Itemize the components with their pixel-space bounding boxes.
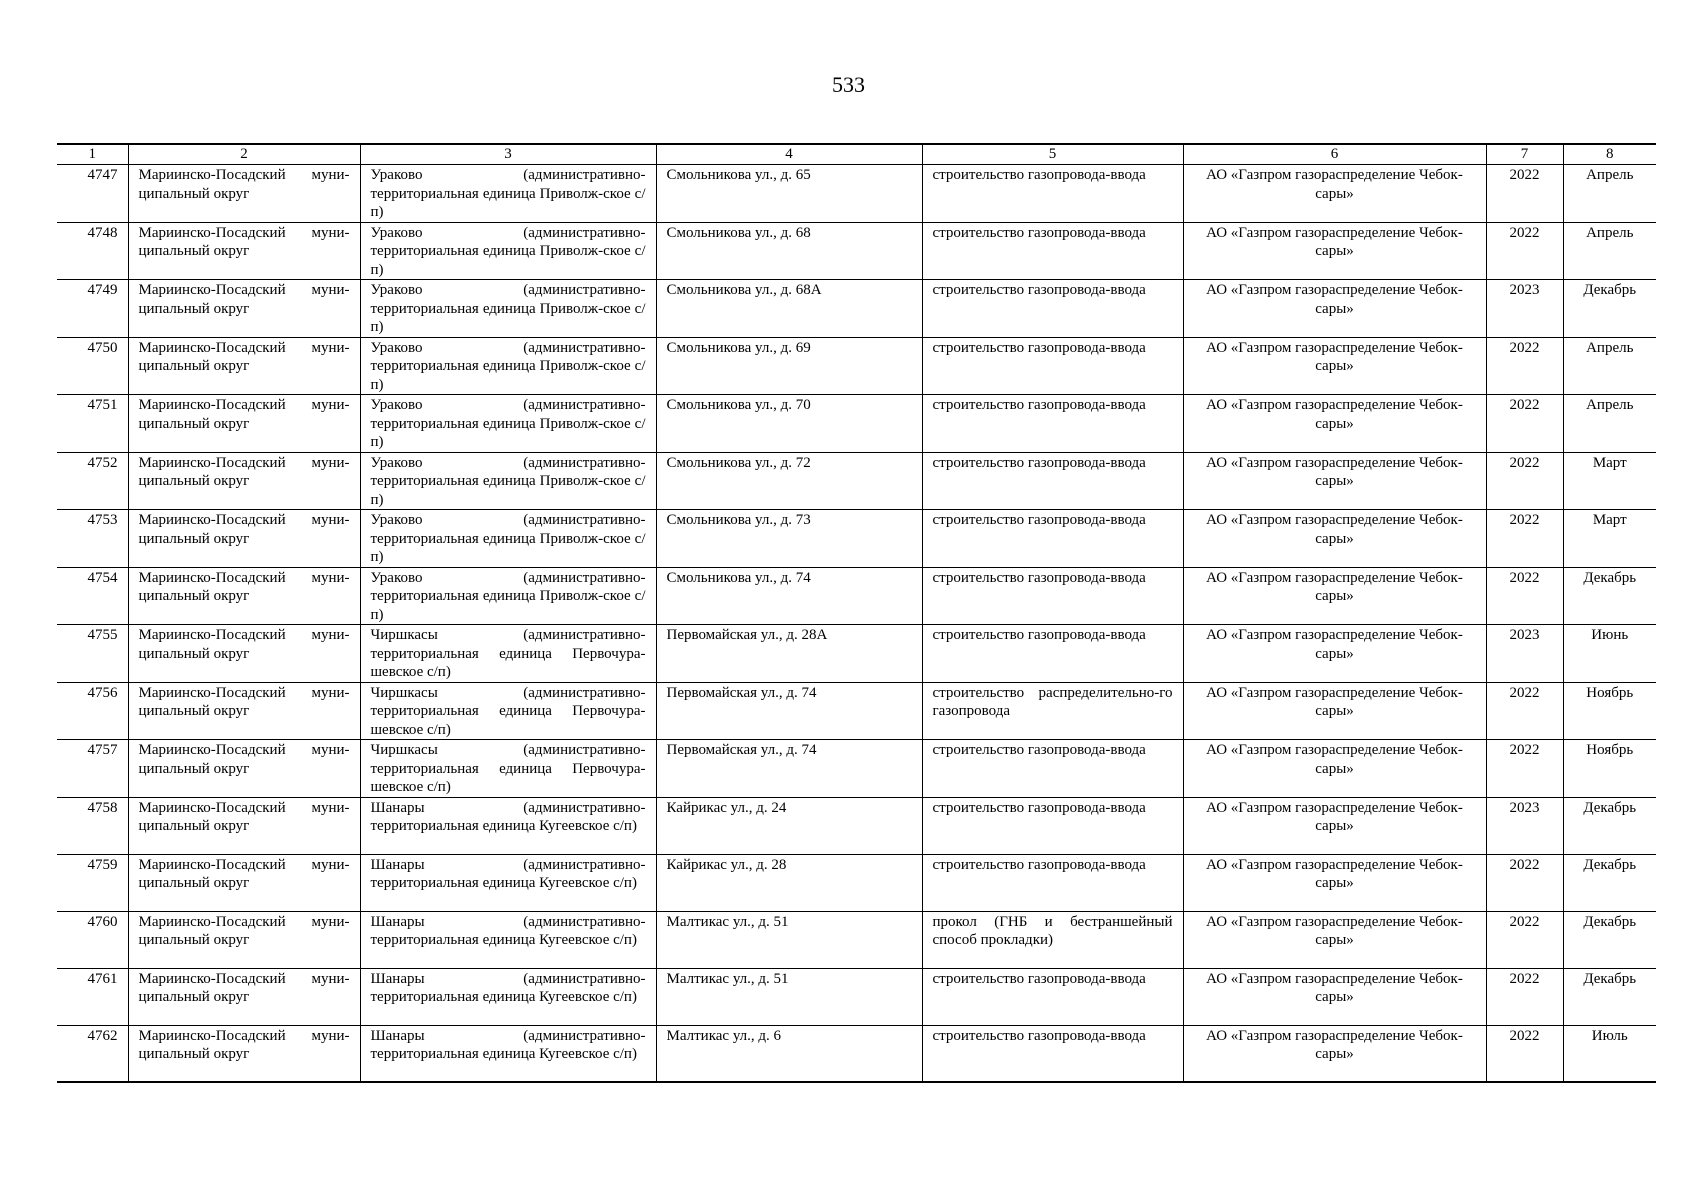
work-type-cell: строительство газопровода-ввода	[922, 625, 1183, 683]
organization-cell: АО «Газпром газораспределение Чебок-сары»	[1183, 567, 1486, 625]
month-cell: Июль	[1563, 1025, 1656, 1082]
year-cell: 2022	[1486, 165, 1563, 223]
organization-cell: АО «Газпром газораспределение Чебок-сары»	[1183, 165, 1486, 223]
column-header-3: 3	[360, 144, 656, 165]
district-cell: Мариинско-Посадский муни-ципальный округ	[128, 682, 360, 740]
address-cell: Смольникова ул., д. 74	[656, 567, 922, 625]
table-row	[57, 1025, 1656, 1082]
table-row	[57, 567, 1656, 625]
address-cell: Малтикас ул., д. 51	[656, 968, 922, 1025]
work-type-cell: строительство газопровода-ввода	[922, 280, 1183, 338]
address-cell: Смольникова ул., д. 70	[656, 395, 922, 453]
settlement-cell: Ураково (административно-территориальная единица Приволж-ское с/п)	[360, 337, 656, 395]
district-cell: Мариинско-Посадский муни-ципальный округ	[128, 510, 360, 568]
district-cell: Мариинско-Посадский муни-ципальный округ	[128, 337, 360, 395]
organization-cell: АО «Газпром газораспределение Чебок-сары»	[1183, 854, 1486, 911]
row-number: 4756	[57, 682, 128, 740]
work-type-cell: строительство газопровода-ввода	[922, 567, 1183, 625]
organization-cell: АО «Газпром газораспределение Чебок-сары»	[1183, 625, 1486, 683]
work-type-cell: строительство газопровода-ввода	[922, 1025, 1183, 1082]
row-number: 4751	[57, 395, 128, 453]
year-cell: 2022	[1486, 740, 1563, 798]
work-type-cell: строительство газопровода-ввода	[922, 222, 1183, 280]
settlement-cell: Чиршкасы (административно-территориальная единица Первочура-шевское с/п)	[360, 625, 656, 683]
table-row	[57, 797, 1656, 854]
month-cell: Апрель	[1563, 337, 1656, 395]
work-type-cell: строительство газопровода-ввода	[922, 510, 1183, 568]
address-cell: Смольникова ул., д. 68А	[656, 280, 922, 338]
month-cell: Декабрь	[1563, 911, 1656, 968]
settlement-cell: Шанары (административно-территориальная единица Кугеевское с/п)	[360, 968, 656, 1025]
work-type-cell: строительство газопровода-ввода	[922, 395, 1183, 453]
year-cell: 2022	[1486, 682, 1563, 740]
district-cell: Мариинско-Посадский муни-ципальный округ	[128, 1025, 360, 1082]
table-row	[57, 280, 1656, 338]
column-header-4: 4	[656, 144, 922, 165]
table-row	[57, 625, 1656, 683]
work-type-cell: строительство газопровода-ввода	[922, 797, 1183, 854]
year-cell: 2022	[1486, 567, 1563, 625]
row-number: 4752	[57, 452, 128, 510]
month-cell: Ноябрь	[1563, 740, 1656, 798]
year-cell: 2022	[1486, 337, 1563, 395]
organization-cell: АО «Газпром газораспределение Чебок-сары»	[1183, 452, 1486, 510]
address-cell: Смольникова ул., д. 72	[656, 452, 922, 510]
column-header-5: 5	[922, 144, 1183, 165]
settlement-cell: Ураково (административно-территориальная единица Приволж-ское с/п)	[360, 452, 656, 510]
organization-cell: АО «Газпром газораспределение Чебок-сары»	[1183, 968, 1486, 1025]
year-cell: 2022	[1486, 968, 1563, 1025]
row-number: 4758	[57, 797, 128, 854]
work-type-cell: строительство газопровода-ввода	[922, 854, 1183, 911]
row-number: 4748	[57, 222, 128, 280]
district-cell: Мариинско-Посадский муни-ципальный округ	[128, 740, 360, 798]
page-number: 533	[832, 72, 865, 97]
column-number-row	[57, 144, 1656, 165]
settlement-cell: Шанары (административно-территориальная единица Кугеевское с/п)	[360, 854, 656, 911]
settlement-cell: Шанары (административно-территориальная единица Кугеевское с/п)	[360, 797, 656, 854]
district-cell: Мариинско-Посадский муни-ципальный округ	[128, 854, 360, 911]
settlement-cell: Чиршкасы (административно-территориальная единица Первочура-шевское с/п)	[360, 740, 656, 798]
table-row	[57, 682, 1656, 740]
row-number: 4759	[57, 854, 128, 911]
month-cell: Апрель	[1563, 165, 1656, 223]
district-cell: Мариинско-Посадский муни-ципальный округ	[128, 395, 360, 453]
organization-cell: АО «Газпром газораспределение Чебок-сары»	[1183, 337, 1486, 395]
address-cell: Смольникова ул., д. 73	[656, 510, 922, 568]
month-cell: Декабрь	[1563, 968, 1656, 1025]
settlement-cell: Шанары (административно-территориальная единица Кугеевское с/п)	[360, 1025, 656, 1082]
district-cell: Мариинско-Посадский муни-ципальный округ	[128, 222, 360, 280]
column-header-8: 8	[1563, 144, 1656, 165]
table-row	[57, 452, 1656, 510]
organization-cell: АО «Газпром газораспределение Чебок-сары»	[1183, 1025, 1486, 1082]
year-cell: 2022	[1486, 222, 1563, 280]
month-cell: Декабрь	[1563, 280, 1656, 338]
row-number: 4750	[57, 337, 128, 395]
organization-cell: АО «Газпром газораспределение Чебок-сары»	[1183, 911, 1486, 968]
row-number: 4762	[57, 1025, 128, 1082]
gasification-schedule-table	[57, 143, 1656, 1083]
column-header-2: 2	[128, 144, 360, 165]
district-cell: Мариинско-Посадский муни-ципальный округ	[128, 165, 360, 223]
table-row	[57, 740, 1656, 798]
district-cell: Мариинско-Посадский муни-ципальный округ	[128, 452, 360, 510]
table-row	[57, 395, 1656, 453]
month-cell: Март	[1563, 510, 1656, 568]
organization-cell: АО «Газпром газораспределение Чебок-сары»	[1183, 797, 1486, 854]
work-type-cell: строительство газопровода-ввода	[922, 165, 1183, 223]
work-type-cell: строительство газопровода-ввода	[922, 452, 1183, 510]
organization-cell: АО «Газпром газораспределение Чебок-сары»	[1183, 682, 1486, 740]
district-cell: Мариинско-Посадский муни-ципальный округ	[128, 567, 360, 625]
row-number: 4754	[57, 567, 128, 625]
district-cell: Мариинско-Посадский муни-ципальный округ	[128, 625, 360, 683]
column-header-1: 1	[57, 144, 128, 165]
settlement-cell: Ураково (административно-территориальная единица Приволж-ское с/п)	[360, 510, 656, 568]
work-type-cell: строительство газопровода-ввода	[922, 337, 1183, 395]
organization-cell: АО «Газпром газораспределение Чебок-сары»	[1183, 280, 1486, 338]
address-cell: Смольникова ул., д. 69	[656, 337, 922, 395]
settlement-cell: Ураково (административно-территориальная единица Приволж-ское с/п)	[360, 280, 656, 338]
address-cell: Смольникова ул., д. 68	[656, 222, 922, 280]
year-cell: 2023	[1486, 797, 1563, 854]
year-cell: 2022	[1486, 510, 1563, 568]
month-cell: Ноябрь	[1563, 682, 1656, 740]
district-cell: Мариинско-Посадский муни-ципальный округ	[128, 797, 360, 854]
month-cell: Декабрь	[1563, 797, 1656, 854]
address-cell: Малтикас ул., д. 51	[656, 911, 922, 968]
address-cell: Смольникова ул., д. 65	[656, 165, 922, 223]
district-cell: Мариинско-Посадский муни-ципальный округ	[128, 280, 360, 338]
table-row	[57, 165, 1656, 223]
year-cell: 2023	[1486, 280, 1563, 338]
month-cell: Декабрь	[1563, 854, 1656, 911]
address-cell: Первомайская ул., д. 74	[656, 740, 922, 798]
year-cell: 2022	[1486, 1025, 1563, 1082]
work-type-cell: строительство газопровода-ввода	[922, 968, 1183, 1025]
work-type-cell: строительство распределительно-го газопровода	[922, 682, 1183, 740]
settlement-cell: Ураково (административно-территориальная единица Приволж-ское с/п)	[360, 395, 656, 453]
row-number: 4755	[57, 625, 128, 683]
settlement-cell: Ураково (административно-территориальная единица Приволж-ское с/п)	[360, 222, 656, 280]
table-row	[57, 911, 1656, 968]
district-cell: Мариинско-Посадский муни-ципальный округ	[128, 968, 360, 1025]
year-cell: 2022	[1486, 911, 1563, 968]
year-cell: 2022	[1486, 452, 1563, 510]
settlement-cell: Шанары (административно-территориальная единица Кугеевское с/п)	[360, 911, 656, 968]
year-cell: 2022	[1486, 854, 1563, 911]
row-number: 4757	[57, 740, 128, 798]
address-cell: Кайрикас ул., д. 28	[656, 854, 922, 911]
table-row	[57, 337, 1656, 395]
month-cell: Апрель	[1563, 222, 1656, 280]
row-number: 4753	[57, 510, 128, 568]
organization-cell: АО «Газпром газораспределение Чебок-сары»	[1183, 740, 1486, 798]
address-cell: Первомайская ул., д. 28А	[656, 625, 922, 683]
row-number: 4760	[57, 911, 128, 968]
row-number: 4747	[57, 165, 128, 223]
month-cell: Март	[1563, 452, 1656, 510]
settlement-cell: Ураково (административно-территориальная единица Приволж-ское с/п)	[360, 567, 656, 625]
column-header-6: 6	[1183, 144, 1486, 165]
row-number: 4749	[57, 280, 128, 338]
month-cell: Апрель	[1563, 395, 1656, 453]
year-cell: 2023	[1486, 625, 1563, 683]
address-cell: Малтикас ул., д. 6	[656, 1025, 922, 1082]
organization-cell: АО «Газпром газораспределение Чебок-сары»	[1183, 395, 1486, 453]
settlement-cell: Чиршкасы (административно-территориальная единица Первочура-шевское с/п)	[360, 682, 656, 740]
month-cell: Декабрь	[1563, 567, 1656, 625]
work-type-cell: строительство газопровода-ввода	[922, 740, 1183, 798]
table-row	[57, 510, 1656, 568]
table-row	[57, 854, 1656, 911]
work-type-cell: прокол (ГНБ и бестраншейный способ прокладки)	[922, 911, 1183, 968]
organization-cell: АО «Газпром газораспределение Чебок-сары»	[1183, 222, 1486, 280]
row-number: 4761	[57, 968, 128, 1025]
table-row	[57, 968, 1656, 1025]
address-cell: Первомайская ул., д. 74	[656, 682, 922, 740]
month-cell: Июнь	[1563, 625, 1656, 683]
column-header-7: 7	[1486, 144, 1563, 165]
year-cell: 2022	[1486, 395, 1563, 453]
organization-cell: АО «Газпром газораспределение Чебок-сары»	[1183, 510, 1486, 568]
district-cell: Мариинско-Посадский муни-ципальный округ	[128, 911, 360, 968]
settlement-cell: Ураково (административно-территориальная единица Приволж-ское с/п)	[360, 165, 656, 223]
address-cell: Кайрикас ул., д. 24	[656, 797, 922, 854]
table-row	[57, 222, 1656, 280]
